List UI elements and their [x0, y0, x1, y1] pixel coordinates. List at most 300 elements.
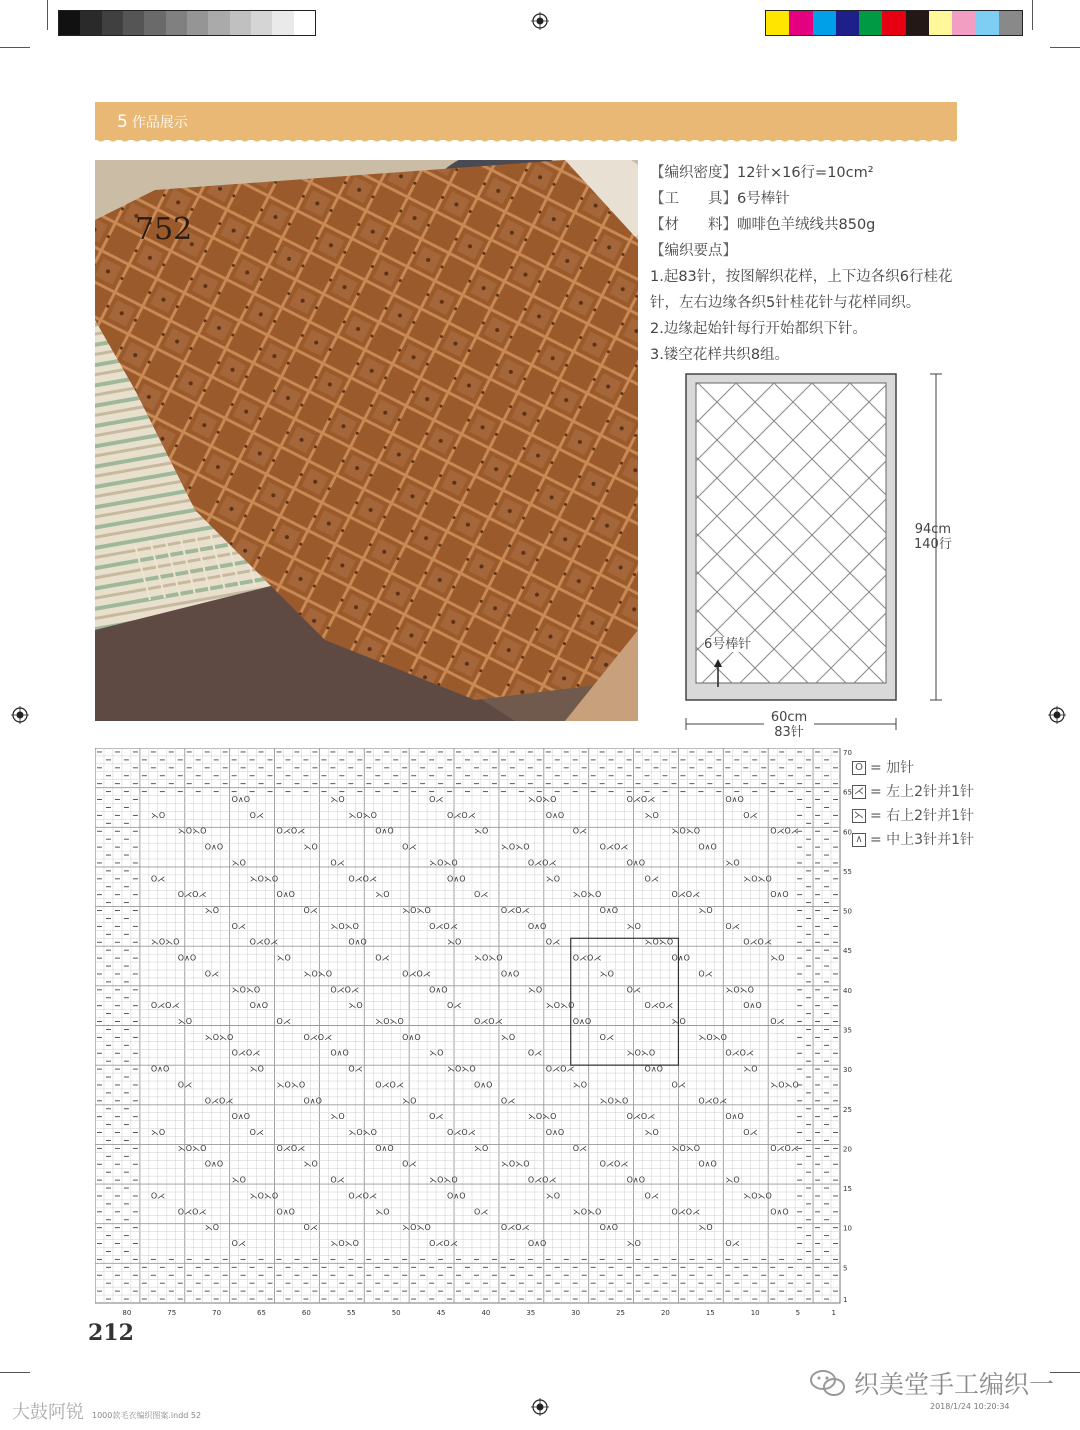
svg-text:O⋌: O⋌ — [402, 1159, 417, 1169]
legend-item-k2tog-right — [852, 804, 974, 828]
gray-swatch — [294, 11, 315, 35]
row-label: 60 — [843, 828, 852, 837]
col-label: 40 — [481, 1309, 491, 1317]
svg-text:O⋌: O⋌ — [231, 1239, 246, 1248]
svg-text:O⋌O⋌: O⋌O⋌ — [527, 1175, 557, 1185]
footer-file: 1000款毛衣编织图案.indd 52 — [92, 1411, 202, 1420]
svg-text:O⋌: O⋌ — [231, 921, 246, 931]
section-title — [117, 112, 188, 132]
points-label: 编织要点 — [664, 243, 723, 259]
svg-text:⋋O: ⋋O — [698, 906, 713, 915]
svg-text:O∧O: O∧O — [276, 1207, 295, 1217]
row-label: 15 — [843, 1185, 852, 1194]
svg-text:O⋌O⋌: O⋌O⋌ — [500, 906, 530, 915]
svg-text:O∧O: O∧O — [572, 1017, 592, 1026]
svg-text:⋋O: ⋋O — [473, 826, 489, 836]
col-label: 1 — [831, 1309, 836, 1317]
svg-text:O⋌: O⋌ — [770, 1017, 785, 1026]
svg-text:⋋O⋋O: ⋋O⋋O — [671, 1143, 701, 1153]
svg-text:⋋O⋋O: ⋋O⋋O — [429, 858, 458, 868]
svg-text:O⋌O⋌: O⋌O⋌ — [644, 1001, 674, 1011]
note-line: 3.镂空花样共织8组。 — [650, 347, 790, 363]
svg-text:O⋌O⋌: O⋌O⋌ — [527, 858, 557, 868]
col-label: 20 — [660, 1309, 670, 1317]
row-label: 50 — [843, 907, 852, 916]
color-swatch — [999, 11, 1022, 35]
svg-text:⋋O: ⋋O — [330, 795, 345, 804]
svg-text:O⋌: O⋌ — [303, 1223, 318, 1233]
svg-text:⋋O: ⋋O — [231, 858, 246, 868]
svg-text:⋋O⋋O: ⋋O⋋O — [330, 1239, 359, 1248]
svg-text:O⋌: O⋌ — [249, 810, 264, 820]
svg-text:O⋌: O⋌ — [545, 937, 561, 947]
row-label: 70 — [843, 748, 852, 757]
crop-mark — [1032, 0, 1033, 30]
svg-text:O∧O: O∧O — [599, 1223, 619, 1233]
svg-text:⋋O: ⋋O — [429, 1048, 444, 1058]
svg-text:⋋O⋋O: ⋋O⋋O — [276, 1080, 306, 1090]
center-decrease-icon: ∧ — [852, 833, 866, 847]
svg-text:O⋌O⋌: O⋌O⋌ — [500, 1223, 530, 1233]
legend-label: = 中上3针并1针 — [870, 832, 974, 848]
gray-swatch — [59, 11, 80, 35]
gray-swatch — [230, 11, 251, 35]
color-swatch — [929, 11, 952, 35]
color-swatch — [859, 11, 882, 35]
svg-text:O∧O: O∧O — [644, 1064, 663, 1074]
row-label: 55 — [843, 867, 852, 876]
svg-text:O⋌O⋌: O⋌O⋌ — [150, 1001, 180, 1011]
svg-text:O∧O: O∧O — [770, 1207, 789, 1217]
page-number: 212 — [88, 1320, 134, 1346]
svg-text:O⋌O⋌: O⋌O⋌ — [770, 826, 799, 836]
crop-mark — [47, 0, 48, 30]
svg-text:⋋O: ⋋O — [249, 1064, 264, 1074]
svg-text:⋋O: ⋋O — [545, 874, 561, 884]
wechat-watermark — [808, 1365, 1054, 1401]
height-rows: 140行 — [914, 537, 952, 552]
gray-swatch — [272, 11, 293, 35]
svg-text:O∧O: O∧O — [231, 1112, 251, 1122]
svg-text:⋋O: ⋋O — [527, 985, 543, 995]
svg-text:O⋌: O⋌ — [572, 826, 588, 836]
svg-text:O∧O: O∧O — [545, 810, 565, 820]
svg-text:O⋌: O⋌ — [276, 1017, 291, 1026]
svg-text:O∧O: O∧O — [599, 906, 619, 915]
col-label: 25 — [616, 1309, 626, 1317]
svg-text:O⋌O⋌: O⋌O⋌ — [276, 826, 306, 836]
svg-text:⋋O: ⋋O — [303, 842, 318, 852]
svg-text:O∧O: O∧O — [447, 874, 466, 884]
section-number: 5 — [117, 112, 128, 132]
svg-text:⋋O⋋O: ⋋O⋋O — [644, 937, 674, 947]
svg-text:O∧O: O∧O — [626, 858, 646, 868]
col-label: 70 — [212, 1309, 222, 1317]
svg-text:O∧O: O∧O — [375, 826, 394, 836]
note-line: 针，左右边缘各织5针桂花针与花样同织。 — [650, 295, 921, 311]
width-cm: 60cm — [770, 710, 808, 725]
yarn-over-icon: O — [852, 761, 866, 775]
material-label: 材 料 — [664, 217, 723, 233]
svg-text:O∧O: O∧O — [725, 795, 744, 804]
svg-text:O⋌O⋌: O⋌O⋌ — [698, 1096, 727, 1106]
svg-text:O⋌: O⋌ — [330, 858, 345, 868]
svg-text:⋋O: ⋋O — [177, 1017, 193, 1026]
svg-text:O⋌: O⋌ — [429, 795, 444, 804]
svg-text:⋋O: ⋋O — [276, 953, 291, 963]
svg-text:O⋌: O⋌ — [572, 1143, 588, 1153]
svg-text:O⋌O⋌: O⋌O⋌ — [303, 1032, 333, 1042]
svg-text:O∧O: O∧O — [348, 937, 367, 947]
design-number: 752 — [135, 212, 193, 247]
svg-text:O∧O: O∧O — [402, 1032, 421, 1042]
svg-text:O⋌: O⋌ — [725, 1239, 740, 1248]
svg-text:O⋌: O⋌ — [743, 1128, 758, 1137]
svg-text:⋋O⋋O: ⋋O⋋O — [447, 1064, 476, 1074]
svg-text:⋋O⋋O: ⋋O⋋O — [743, 874, 772, 884]
svg-text:⋋O: ⋋O — [375, 890, 390, 900]
svg-text:O⋌O⋌: O⋌O⋌ — [572, 953, 602, 963]
svg-text:O⋌: O⋌ — [177, 1080, 193, 1090]
svg-text:O⋌: O⋌ — [743, 810, 758, 820]
svg-text:O∧O: O∧O — [231, 795, 251, 804]
gauge-row: 【编织密度】12针×16行=10cm² — [650, 165, 874, 181]
note-line: 1.起83针，按图解织花样，上下边各织6行桂花 — [650, 269, 953, 285]
svg-text:⋋O⋋O: ⋋O⋋O — [743, 1191, 772, 1201]
svg-text:O∧O: O∧O — [770, 890, 789, 900]
svg-text:⋋O: ⋋O — [303, 1159, 318, 1169]
watermark-text: 织美堂手工编织一 — [854, 1370, 1055, 1399]
col-label: 50 — [391, 1309, 401, 1317]
svg-text:⋋O⋋O: ⋋O⋋O — [770, 1080, 799, 1090]
row-label: 45 — [843, 947, 852, 956]
svg-text:⋋O: ⋋O — [725, 1175, 740, 1185]
svg-text:⋋O: ⋋O — [402, 1096, 417, 1106]
svg-text:⋋O: ⋋O — [473, 1143, 489, 1153]
svg-text:O⋌O⋌: O⋌O⋌ — [231, 1048, 261, 1058]
tool-label: 工 具 — [664, 191, 723, 207]
gray-swatch — [144, 11, 165, 35]
svg-text:⋋O: ⋋O — [770, 953, 785, 963]
color-swatch — [975, 11, 998, 35]
right-decrease-icon: ⋋ — [854, 810, 864, 821]
svg-text:O⋌: O⋌ — [150, 874, 166, 884]
svg-text:⋋O⋋O: ⋋O⋋O — [527, 1112, 557, 1122]
svg-text:O⋌O⋌: O⋌O⋌ — [671, 890, 701, 900]
legend-item-k2tog-left — [852, 780, 974, 804]
color-swatch — [952, 11, 975, 35]
footer-logo: 大鼓阿锐 — [12, 1402, 84, 1423]
gray-swatch — [187, 11, 208, 35]
svg-text:⋋O⋋O: ⋋O⋋O — [599, 1096, 629, 1106]
crop-mark — [0, 1372, 30, 1373]
svg-text:O⋌O⋌: O⋌O⋌ — [177, 890, 207, 900]
svg-text:O∧O: O∧O — [429, 985, 448, 995]
row-label: 65 — [843, 788, 852, 797]
svg-text:⋋O⋋O: ⋋O⋋O — [572, 890, 602, 900]
svg-text:⋋O: ⋋O — [447, 937, 462, 947]
svg-text:⋋O⋋O: ⋋O⋋O — [527, 795, 557, 804]
svg-text:O⋌: O⋌ — [644, 1191, 659, 1201]
section-title-text: 作品展示 — [131, 115, 188, 131]
svg-text:⋋O⋋O: ⋋O⋋O — [473, 953, 503, 963]
svg-text:⋋O: ⋋O — [150, 1128, 166, 1137]
row-label: 25 — [843, 1105, 852, 1114]
col-label: 55 — [346, 1309, 356, 1317]
svg-text:O∧O: O∧O — [743, 1001, 762, 1011]
row-label: 1 — [843, 1296, 848, 1305]
grayscale-bar — [58, 10, 316, 36]
svg-text:O∧O: O∧O — [276, 890, 295, 900]
crop-mark — [1050, 47, 1080, 48]
svg-text:O⋌: O⋌ — [473, 890, 489, 900]
wechat-icon — [808, 1368, 848, 1398]
svg-text:⋋O⋋O: ⋋O⋋O — [429, 1175, 458, 1185]
col-label: 60 — [301, 1309, 311, 1317]
svg-text:O∧O: O∧O — [204, 842, 224, 852]
svg-text:O⋌O⋌: O⋌O⋌ — [447, 1128, 476, 1137]
svg-text:⋋O: ⋋O — [500, 1032, 516, 1042]
crop-mark — [1050, 1372, 1080, 1373]
svg-text:⋋O⋋O: ⋋O⋋O — [500, 842, 530, 852]
legend-label: = 右上2针并1针 — [870, 808, 974, 824]
blanket-photo — [95, 160, 638, 721]
gray-swatch — [166, 11, 187, 35]
width-sts: 83针 — [774, 725, 804, 740]
svg-text:⋋O: ⋋O — [231, 1175, 246, 1185]
svg-text:O∧O: O∧O — [249, 1001, 269, 1011]
needle-label: 6号棒针 — [704, 637, 752, 652]
row-label: 5 — [843, 1264, 848, 1273]
svg-text:O⋌: O⋌ — [725, 921, 740, 931]
svg-text:⋋O⋋O: ⋋O⋋O — [626, 1048, 656, 1058]
gray-swatch — [102, 11, 123, 35]
color-bar — [765, 10, 1023, 36]
svg-text:O⋌O⋌: O⋌O⋌ — [348, 1191, 377, 1201]
color-swatch — [813, 11, 836, 35]
svg-text:O⋌O⋌: O⋌O⋌ — [402, 969, 431, 979]
section-header-band — [95, 102, 957, 140]
svg-text:O⋌: O⋌ — [402, 842, 417, 852]
col-label: 75 — [167, 1309, 177, 1317]
svg-text:O⋌: O⋌ — [671, 1080, 686, 1090]
svg-text:⋋O: ⋋O — [204, 906, 220, 915]
svg-text:⋋O⋋O: ⋋O⋋O — [177, 826, 207, 836]
blanket-schematic — [680, 365, 970, 745]
svg-text:O⋌: O⋌ — [527, 1048, 543, 1058]
svg-text:O⋌: O⋌ — [330, 1175, 345, 1185]
row-label: 20 — [843, 1145, 852, 1154]
footer-date: 2018/1/24 10:20:34 — [930, 1402, 1010, 1411]
color-swatch — [789, 11, 812, 35]
svg-text:O∧O: O∧O — [375, 1143, 394, 1153]
registration-mark-top — [531, 12, 549, 30]
svg-text:O⋌O⋌: O⋌O⋌ — [249, 937, 279, 947]
registration-mark-left — [11, 706, 29, 724]
svg-text:O⋌O⋌: O⋌O⋌ — [447, 810, 476, 820]
svg-text:⋋O: ⋋O — [572, 1080, 588, 1090]
svg-text:O⋌: O⋌ — [429, 1112, 444, 1122]
svg-text:⋋O⋋O: ⋋O⋋O — [330, 921, 359, 931]
svg-text:⋋O: ⋋O — [348, 1001, 363, 1011]
svg-text:O∧O: O∧O — [671, 953, 690, 963]
svg-text:O∧O: O∧O — [698, 842, 717, 852]
legend-label: = 加针 — [870, 760, 915, 776]
svg-text:⋋O⋋O: ⋋O⋋O — [402, 906, 431, 915]
col-label: 45 — [436, 1309, 446, 1317]
svg-text:O⋌: O⋌ — [204, 969, 220, 979]
svg-text:⋋O⋋O: ⋋O⋋O — [204, 1032, 234, 1042]
svg-text:⋋O⋋O: ⋋O⋋O — [402, 1223, 431, 1233]
svg-text:⋋O⋋O: ⋋O⋋O — [572, 1207, 602, 1217]
col-label: 30 — [571, 1309, 581, 1317]
gray-swatch — [123, 11, 144, 35]
svg-text:O∧O: O∧O — [725, 1112, 744, 1122]
svg-text:O⋌O⋌: O⋌O⋌ — [330, 985, 359, 995]
svg-text:O∧O: O∧O — [698, 1159, 717, 1169]
svg-text:⋋O: ⋋O — [375, 1207, 390, 1217]
row-label: 35 — [843, 1026, 852, 1035]
svg-text:⋋O⋋O: ⋋O⋋O — [249, 1191, 279, 1201]
tool-row: 【工 具】6号棒针 — [650, 191, 790, 207]
svg-text:O⋌: O⋌ — [447, 1001, 462, 1011]
svg-text:O∧O: O∧O — [473, 1080, 493, 1090]
svg-text:⋋O⋋O: ⋋O⋋O — [698, 1032, 727, 1042]
svg-text:O⋌O⋌: O⋌O⋌ — [429, 921, 458, 931]
svg-text:⋋O: ⋋O — [725, 858, 740, 868]
col-label: 10 — [750, 1309, 760, 1317]
svg-text:⋋O: ⋋O — [626, 1239, 641, 1248]
svg-text:O⋌O⋌: O⋌O⋌ — [177, 1207, 207, 1217]
note-line: 2.边缘起始针每行开始都织下针。 — [650, 321, 867, 337]
svg-text:O⋌O⋌: O⋌O⋌ — [429, 1239, 458, 1248]
svg-text:⋋O⋋O: ⋋O⋋O — [671, 826, 701, 836]
height-cm: 94cm — [914, 522, 952, 537]
svg-text:O∧O: O∧O — [303, 1096, 322, 1106]
row-label: 30 — [843, 1066, 852, 1075]
svg-text:O∧O: O∧O — [527, 1239, 547, 1248]
svg-text:O⋌: O⋌ — [348, 1064, 363, 1074]
height-label — [914, 522, 952, 552]
svg-text:⋋O: ⋋O — [204, 1223, 220, 1233]
svg-text:O∧O: O∧O — [527, 921, 547, 931]
gauge-value: 12针×16行=10cm² — [737, 165, 874, 181]
crop-mark — [0, 47, 30, 48]
footer-left — [12, 1398, 201, 1424]
svg-text:⋋O: ⋋O — [743, 1064, 758, 1074]
svg-text:O⋌: O⋌ — [473, 1207, 489, 1217]
svg-text:O∧O: O∧O — [545, 1128, 565, 1137]
col-label: 65 — [257, 1309, 266, 1317]
width-label — [764, 710, 814, 740]
svg-text:O∧O: O∧O — [500, 969, 520, 979]
svg-text:O∧O: O∧O — [150, 1064, 170, 1074]
svg-text:O⋌O⋌: O⋌O⋌ — [626, 1112, 656, 1122]
gray-swatch — [251, 11, 272, 35]
legend-item-yarn-over — [852, 756, 974, 780]
gray-swatch — [208, 11, 229, 35]
svg-text:O⋌O⋌: O⋌O⋌ — [348, 874, 377, 884]
legend-label: = 左上2针并1针 — [870, 784, 974, 800]
svg-text:⋋O⋋O: ⋋O⋋O — [348, 1128, 377, 1137]
svg-text:⋋O: ⋋O — [626, 921, 641, 931]
col-label: 15 — [705, 1309, 715, 1317]
svg-text:O∧O: O∧O — [626, 1175, 646, 1185]
scallop-edge — [95, 136, 957, 148]
svg-text:⋋O: ⋋O — [644, 810, 659, 820]
svg-text:O⋌O⋌: O⋌O⋌ — [276, 1143, 306, 1153]
svg-text:O⋌O⋌: O⋌O⋌ — [204, 1096, 234, 1106]
svg-text:⋋O: ⋋O — [599, 969, 614, 979]
svg-text:⋋O: ⋋O — [698, 1223, 713, 1233]
legend-item-cdd — [852, 828, 974, 852]
tool-value: 6号棒针 — [737, 191, 790, 207]
knitting-chart — [95, 748, 855, 1320]
svg-text:⋋O⋋O: ⋋O⋋O — [500, 1159, 530, 1169]
svg-text:⋋O⋋O: ⋋O⋋O — [249, 874, 279, 884]
gray-swatch — [80, 11, 101, 35]
svg-text:⋋O⋋O: ⋋O⋋O — [725, 985, 754, 995]
symbol-legend — [852, 756, 974, 852]
svg-text:O⋌O⋌: O⋌O⋌ — [473, 1017, 503, 1026]
gauge-label: 编织密度 — [664, 165, 723, 181]
svg-text:O⋌O⋌: O⋌O⋌ — [545, 1064, 575, 1074]
svg-text:O⋌: O⋌ — [150, 1191, 166, 1201]
svg-text:⋋O: ⋋O — [671, 1017, 686, 1026]
svg-text:O⋌: O⋌ — [375, 953, 390, 963]
svg-text:O⋌O⋌: O⋌O⋌ — [671, 1207, 701, 1217]
svg-text:⋋O⋋O: ⋋O⋋O — [150, 937, 180, 947]
svg-text:⋋O: ⋋O — [644, 1128, 659, 1137]
row-label: 10 — [843, 1224, 852, 1233]
color-swatch — [766, 11, 789, 35]
svg-text:O⋌: O⋌ — [303, 906, 318, 915]
svg-text:O∧O: O∧O — [204, 1159, 224, 1169]
svg-text:O⋌: O⋌ — [500, 1096, 516, 1106]
svg-text:⋋O⋋O: ⋋O⋋O — [177, 1143, 207, 1153]
left-decrease-icon: ⋌ — [854, 786, 864, 797]
svg-text:⋋O: ⋋O — [545, 1191, 561, 1201]
svg-text:O⋌: O⋌ — [626, 985, 641, 995]
svg-text:⋋O⋋O: ⋋O⋋O — [348, 810, 377, 820]
svg-text:O⋌O⋌: O⋌O⋌ — [375, 1080, 404, 1090]
svg-text:O⋌O⋌: O⋌O⋌ — [599, 1159, 629, 1169]
col-label: 5 — [795, 1309, 801, 1317]
pattern-info — [650, 160, 980, 368]
svg-text:O⋌O⋌: O⋌O⋌ — [725, 1048, 754, 1058]
points-row: 【编织要点】 — [650, 243, 737, 259]
svg-text:⋋O⋋O: ⋋O⋋O — [303, 969, 333, 979]
svg-text:⋋O⋋O: ⋋O⋋O — [231, 985, 261, 995]
svg-text:O∧O: O∧O — [330, 1048, 349, 1058]
svg-text:⋋O⋋O: ⋋O⋋O — [545, 1001, 575, 1011]
color-swatch — [836, 11, 859, 35]
svg-text:⋋O: ⋋O — [150, 810, 166, 820]
col-label: 35 — [526, 1309, 536, 1317]
color-swatch — [906, 11, 929, 35]
row-label: 40 — [843, 986, 852, 995]
registration-mark-bottom — [531, 1398, 549, 1416]
svg-text:O⋌: O⋌ — [698, 969, 713, 979]
col-label: 80 — [122, 1309, 132, 1317]
material-value: 咖啡色羊绒线共850g — [737, 217, 876, 233]
svg-text:O⋌O⋌: O⋌O⋌ — [743, 937, 772, 947]
registration-mark-right — [1048, 706, 1066, 724]
svg-text:O⋌O⋌: O⋌O⋌ — [626, 795, 656, 804]
svg-text:O⋌O⋌: O⋌O⋌ — [599, 842, 629, 852]
svg-text:O⋌: O⋌ — [599, 1032, 614, 1042]
svg-text:O⋌: O⋌ — [644, 874, 659, 884]
